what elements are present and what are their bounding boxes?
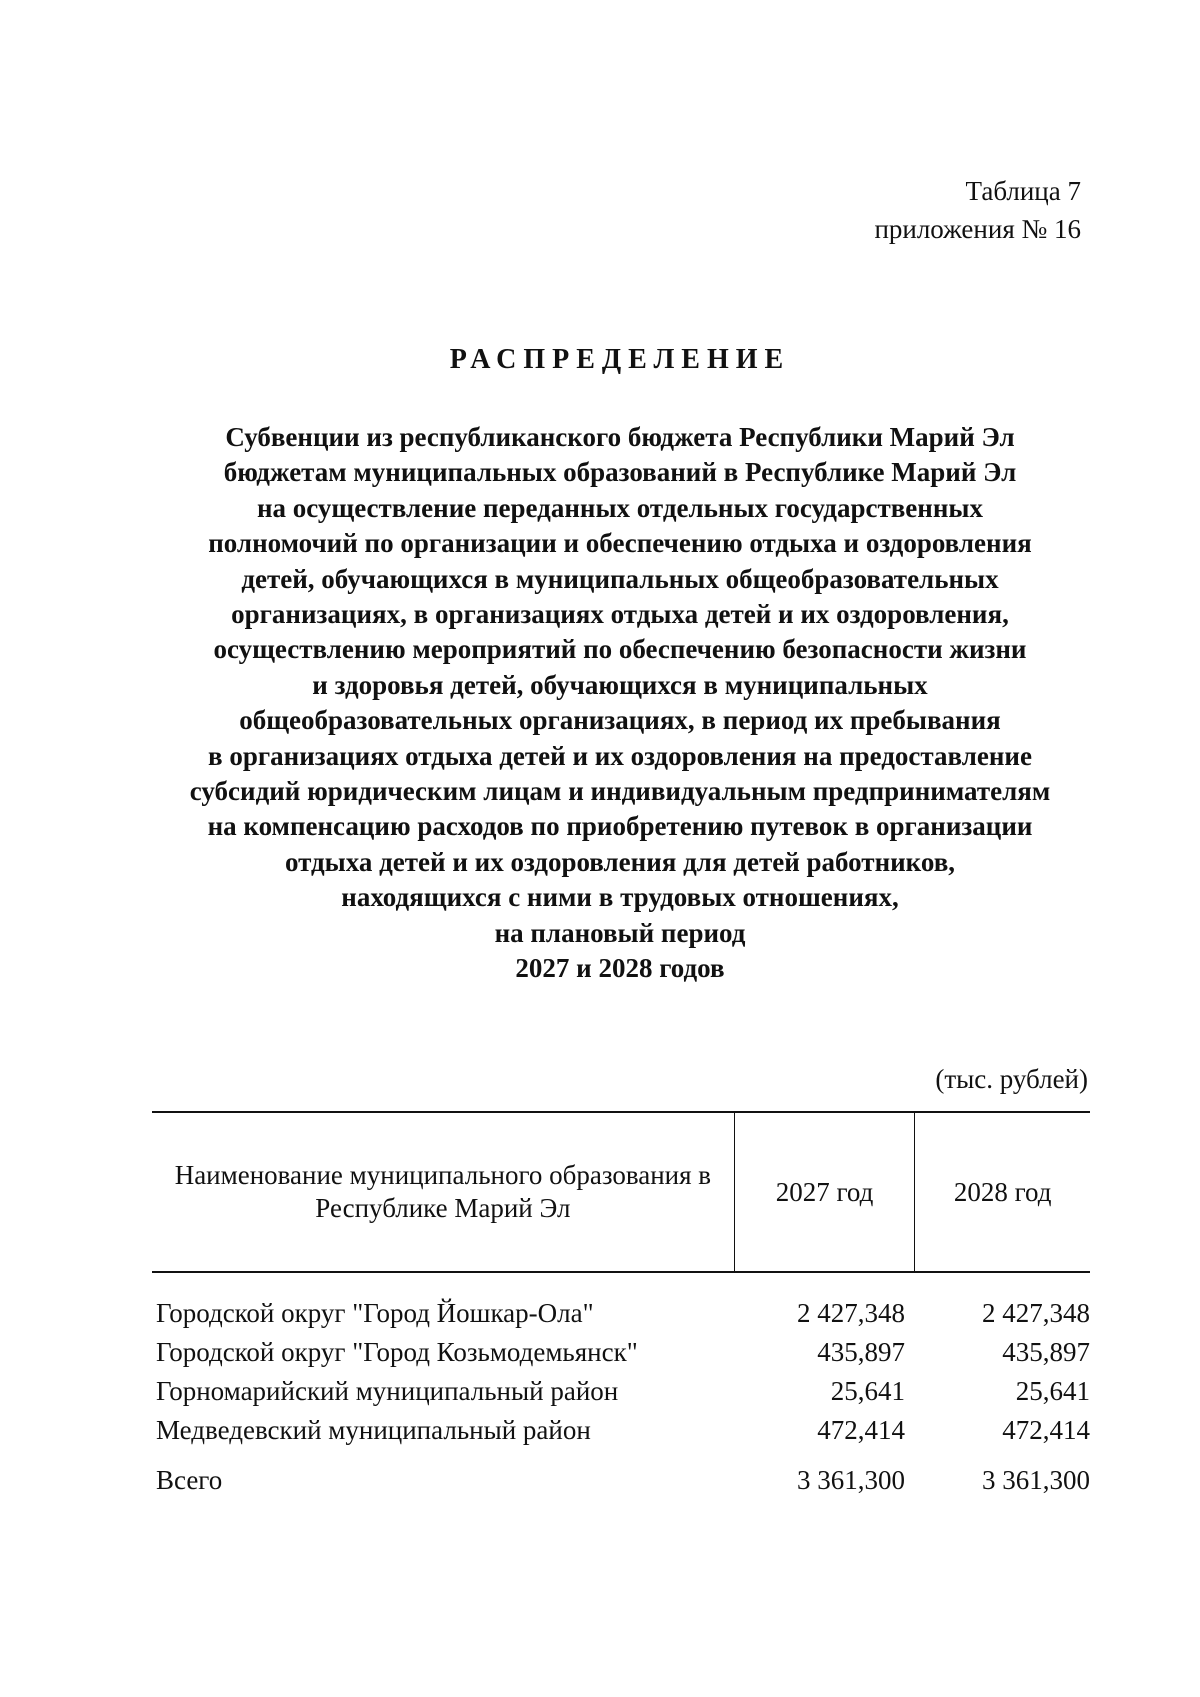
header-municipality: Наименование муниципального образования в Республике Марий Эл (152, 1113, 735, 1271)
table-row (152, 1294, 1090, 1333)
subtitle-line: на компенсацию расходов по приобретению путевок в организации (207, 811, 1033, 842)
cell-2027: 25,641 (830, 1376, 905, 1406)
cell-municipality: Медведевский муниципальный район (156, 1415, 591, 1445)
cell-total-2027: 3 361,300 (797, 1465, 905, 1495)
cell-municipality: Городской округ "Город Йошкар-Ола" (156, 1298, 594, 1328)
subtitle-line: и здоровья детей, обучающихся в муниципальных (312, 669, 928, 700)
subtitle-line: осуществлению мероприятий по обеспечению безопасности жизни (213, 634, 1027, 665)
table-row (152, 1372, 1090, 1411)
subtitle-line: Субвенции из республиканского бюджета Республики Марий Эл (225, 422, 1015, 452)
subtitle-line: организациях, в организациях отдыха детей и их оздоровления, (231, 599, 1009, 630)
units-label: (тыс. рублей) (935, 1064, 1088, 1094)
cell-2028: 472,414 (1002, 1415, 1090, 1445)
subtitle-line: на осуществление переданных отдельных государственных (257, 492, 983, 523)
cell-2027: 472,414 (817, 1415, 905, 1445)
cell-municipality: Горномарийский муниципальный район (156, 1376, 619, 1406)
subtitle-line: субсидий юридическим лицам и индивидуальным предпринимателям (189, 776, 1051, 807)
subtitle-line: бюджетам муниципальных образований в Республике Марий Эл (223, 457, 1017, 488)
table-row (152, 1411, 1090, 1450)
subtitle-line: в организациях отдыха детей и их оздоровления на предоставление (208, 740, 1032, 771)
table-header (152, 1111, 1090, 1273)
table-body (152, 1273, 1090, 1500)
document-heading: РАСПРЕДЕЛЕНИЕ (449, 344, 791, 375)
subtitle-line: на плановый период (494, 917, 746, 948)
cell-2028: 25,641 (1015, 1376, 1090, 1406)
cell-municipality: Городской округ "Город Козьмодемьянск" (156, 1337, 638, 1367)
cell-2028: 2 427,348 (982, 1298, 1090, 1328)
table-row (152, 1333, 1090, 1372)
cell-2028: 435,897 (1002, 1337, 1090, 1367)
subtitle-line: находящихся с ними в трудовых отношениях, (341, 882, 899, 913)
subtitle-line: полномочий по организации и обеспечению отдыха и оздоровления (208, 528, 1032, 559)
document-subtitle (150, 420, 1090, 987)
subtitle-line: 2027 и 2028 годов (515, 953, 725, 984)
cell-2027: 435,897 (817, 1337, 905, 1367)
annex-number: приложения № 16 (874, 214, 1081, 244)
subtitle-line: общеобразовательных организациях, в период их пребывания (239, 705, 1001, 736)
cell-total-2028: 3 361,300 (982, 1465, 1090, 1495)
header-year-2028: 2028 год (953, 1176, 1052, 1207)
cell-total-label: Всего (156, 1465, 223, 1495)
subtitle-line: детей, обучающихся в муниципальных общеобразовательных (241, 563, 999, 594)
table-number: Таблица 7 (965, 176, 1081, 206)
annex-reference (874, 172, 1081, 248)
cell-2027: 2 427,348 (797, 1298, 905, 1328)
table-total-row (152, 1461, 1090, 1500)
subtitle-line: отдыха детей и их оздоровления для детей работников, (284, 846, 956, 877)
header-year-2027: 2027 год (735, 1113, 916, 1271)
distribution-table (152, 1111, 1090, 1500)
